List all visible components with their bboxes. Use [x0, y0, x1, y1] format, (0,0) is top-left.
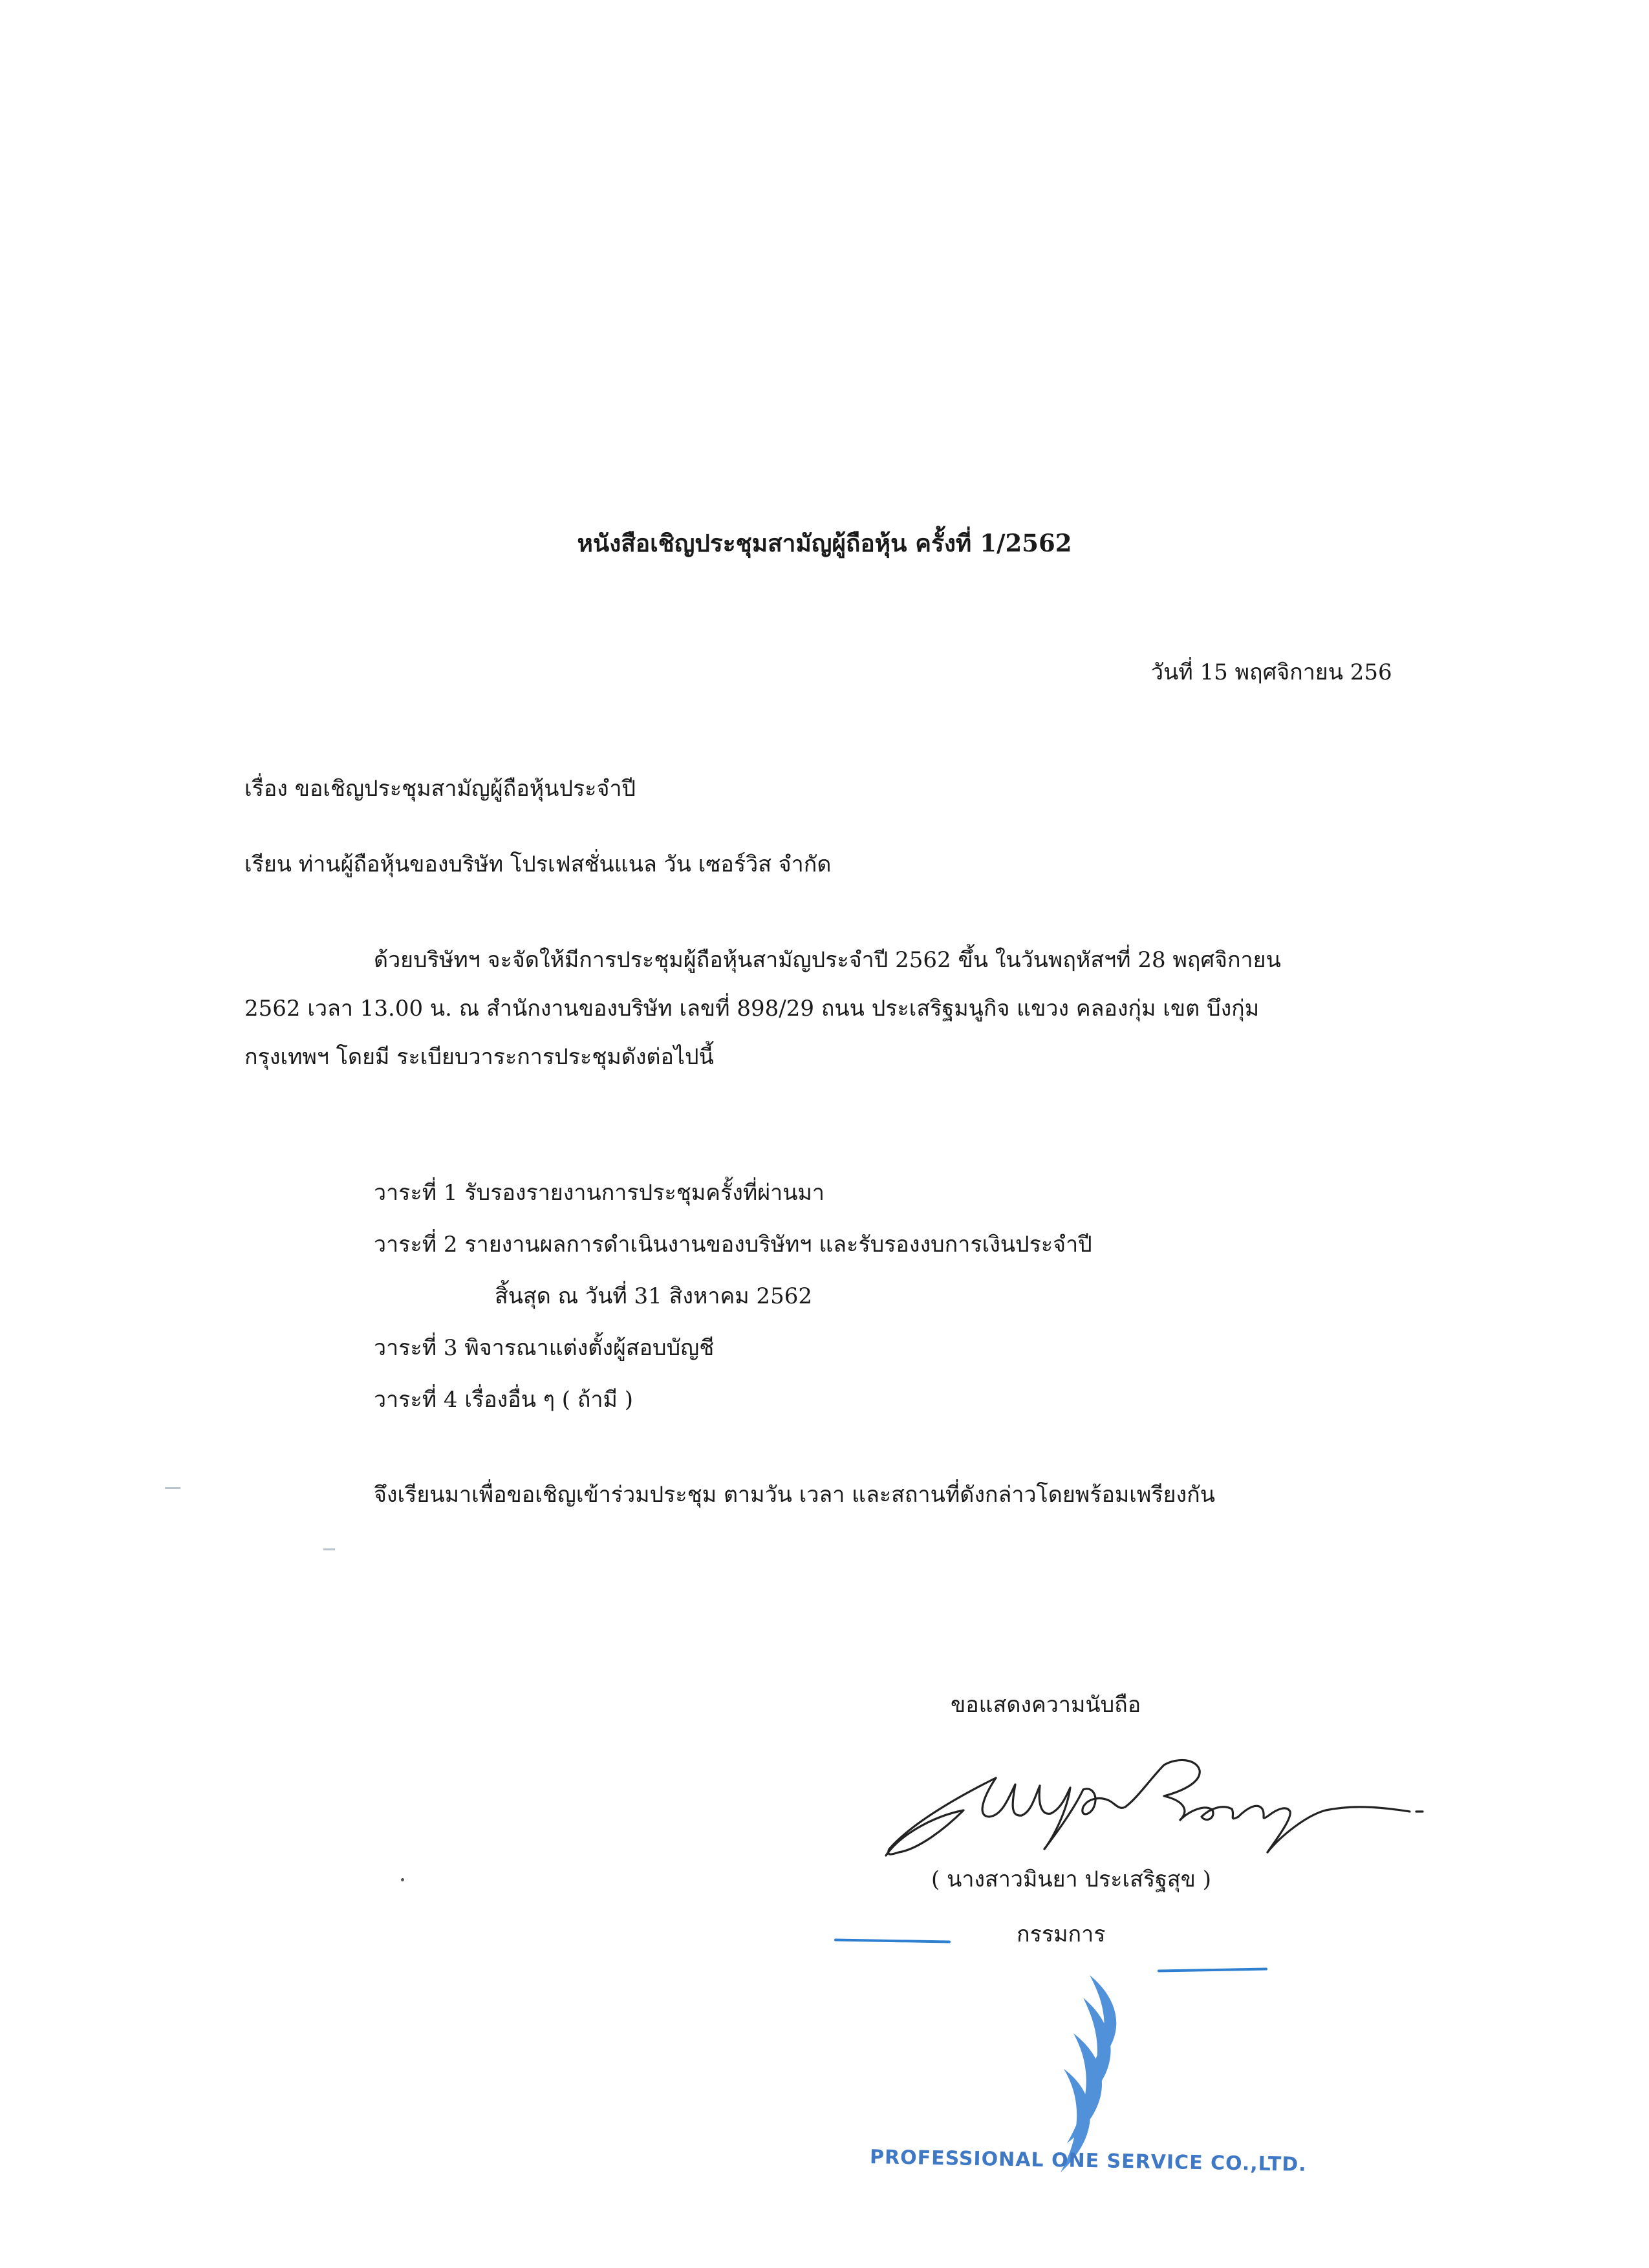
stamp-company-name: PROFESSIONAL ONE SERVICE CO.,LTD. — [869, 2146, 1307, 2176]
scan-mark — [323, 1548, 335, 1550]
scan-mark — [165, 1487, 180, 1489]
document-title: หนังสือเชิญประชุมสามัญผู้ถือหุ้น ครั้งที่ 1/2562 — [577, 529, 1072, 557]
agenda-item-2-continuation: สิ้นสุด ณ วันที่ 31 สิงหาคม 2562 — [495, 1283, 812, 1309]
body-line-1: ด้วยบริษัทฯ จะจัดให้มีการประชุมผู้ถือหุ้นสามัญประจำปี 2562 ขึ้น ในวันพฤหัสฯที่ 28 พฤศจิกายน — [374, 947, 1281, 973]
document-date: วันที่ 15 พฤศจิกายน 256 — [1151, 659, 1392, 685]
signatory-title: กรรมการ — [1017, 1921, 1106, 1947]
agenda-item-1: วาระที่ 1 รับรองรายงานการประชุมครั้งที่ผ่านมา — [374, 1180, 825, 1206]
body-line-2: 2562 เวลา 13.00 น. ณ สำนักงานของบริษัท เลขที่ 898/29 ถนน ประเสริฐมนูกิจ แขวง คลองกุ่ม เขต บึงกุ่ม — [244, 996, 1260, 1022]
agenda-item-2: วาระที่ 2 รายงานผลการดำเนินงานของบริษัทฯ และรับรองงบการเงินประจำปี — [374, 1232, 1092, 1257]
document-recipient: เรียน ท่านผู้ถือหุ้นของบริษัท โปรเฟสชั่นแนล วัน เซอร์วิส จำกัด — [244, 851, 832, 877]
regards-text: ขอแสดงความนับถือ — [951, 1692, 1141, 1718]
closing-paragraph: จึงเรียนมาเพื่อขอเชิญเข้าร่วมประชุม ตามวัน เวลา และสถานที่ดังกล่าวโดยพร้อมเพรียงกัน — [374, 1482, 1215, 1508]
agenda-item-4: วาระที่ 4 เรื่องอื่น ๆ ( ถ้ามี ) — [374, 1387, 634, 1413]
stamp-ink-line — [1158, 1968, 1267, 1973]
company-logo — [1028, 1972, 1158, 2179]
scan-mark — [401, 1878, 404, 1881]
signature — [860, 1739, 1442, 1868]
body-line-3: กรุงเทพฯ โดยมี ระเบียบวาระการประชุมดังต่อไปนี้ — [244, 1044, 714, 1070]
stamp-ink-line — [834, 1938, 951, 1943]
document-subject: เรื่อง ขอเชิญประชุมสามัญผู้ถือหุ้นประจำปี — [244, 776, 636, 802]
signatory-name: ( นางสาวมินยา ประเสริฐสุข ) — [931, 1867, 1211, 1892]
agenda-item-3: วาระที่ 3 พิจารณาแต่งตั้งผู้สอบบัญชี — [374, 1335, 715, 1361]
